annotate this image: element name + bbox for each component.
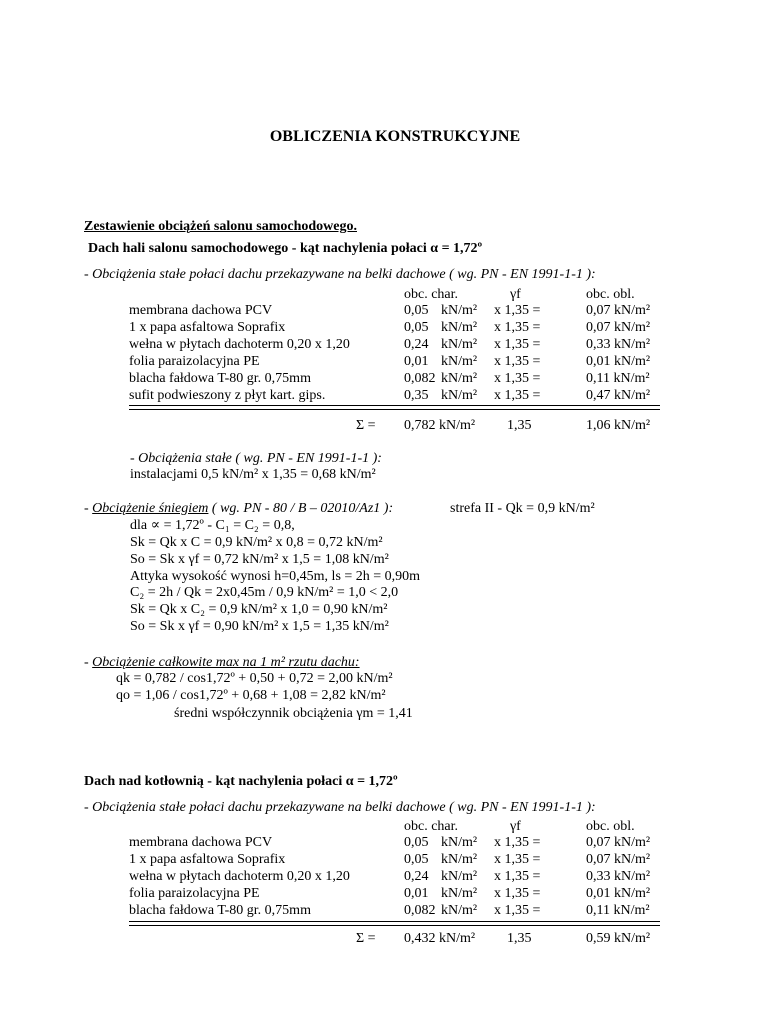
table-divider-2 [129, 921, 660, 926]
load-row-name: folia paraizolacyjna PE [129, 353, 260, 369]
load-row-mult: x 1,35 = [494, 336, 541, 352]
snow-line: dla ∝ = 1,72º - C₁ = C₂ = 0,8, [130, 518, 295, 533]
load-row-char: 0,01 [404, 353, 429, 369]
total-line-qk: qk = 0,782 / cos1,72º + 0,50 + 0,72 = 2,00 kN/m² [116, 671, 393, 686]
boiler-roof-heading [84, 774, 398, 790]
load-row-obl: 0,07 kN/m² [586, 835, 651, 850]
roof-subheading [88, 241, 482, 257]
load-row-name: sufit podwieszony z płyt kart. gips. [129, 387, 326, 403]
load-row-name: membrana dachowa PCV [129, 835, 273, 850]
load-row-name: folia paraizolacyjna PE [129, 885, 260, 901]
sum-char-2: 0,432 kN/m² [404, 931, 476, 946]
load-row-obl: 0,33 kN/m² [586, 868, 651, 884]
load-row-unit: kN/m² [441, 835, 478, 850]
sum-char: 0,782 kN/m² [404, 418, 476, 433]
load-row-unit: kN/m² [441, 902, 478, 918]
load-row-mult: x 1,35 = [494, 303, 541, 318]
load-row-char: 0,05 [404, 303, 429, 318]
total-line-qo: qo = 1,06 / cos1,72º + 0,68 + 1,08 = 2,82 kN/m² [116, 688, 386, 703]
load-row-char: 0,05 [404, 319, 429, 335]
installations-line: instalacjami 0,5 kN/m² x 1,35 = 0,68 kN/m² [130, 467, 376, 482]
load-row-unit: kN/m² [441, 868, 478, 884]
load-row-mult: x 1,35 = [494, 353, 541, 369]
load-row-unit: kN/m² [441, 370, 478, 386]
load-row-mult: x 1,35 = [494, 851, 541, 867]
sum-gamma-2: 1,35 [507, 931, 532, 946]
load-row-mult: x 1,35 = [494, 868, 541, 884]
load-row-unit: kN/m² [441, 885, 478, 901]
load-row-mult: x 1,35 = [494, 835, 541, 850]
load-row-obl: 0,07 kN/m² [586, 319, 651, 335]
load-row-obl: 0,07 kN/m² [586, 851, 651, 867]
sum-obl-2: 0,59 kN/m² [586, 931, 651, 946]
snow-zone: strefa II - Qk = 0,9 kN/m² [450, 501, 595, 516]
table-divider [129, 405, 660, 410]
load-row-char: 0,24 [404, 336, 429, 352]
load-row-unit: kN/m² [441, 303, 478, 318]
snow-line: So = Sk x γf = 0,90 kN/m² x 1,5 = 1,35 kN/m² [130, 619, 389, 634]
snow-line: Sk = Qk x C₂ = 0,9 kN/m² x 1,0 = 0,90 kN/m² [130, 602, 388, 617]
load-row-name: membrana dachowa PCV [129, 303, 273, 318]
load-row-char: 0,05 [404, 851, 429, 867]
load-row-mult: x 1,35 = [494, 885, 541, 901]
section-heading: Zestawienie obciążeń salonu samochodowego. [84, 219, 357, 234]
col-header-gamma-2: γf [510, 819, 521, 834]
snow-line: C₂ = 2h / Qk = 2x0,45m / 0,9 kN/m² = 1,0 < 2,0 [130, 585, 399, 600]
col-header-gamma: γf [510, 287, 521, 302]
snow-line: Attyka wysokość wynosi h=0,45m, ls = 2h = 0,90m [130, 569, 421, 584]
load-row-name: 1 x papa asfaltowa Soprafix [129, 319, 286, 335]
load-row-obl: 0,33 kN/m² [586, 336, 651, 352]
boiler-heading-text: Dach nad kotłownią - kąt nachylenia połaci [84, 774, 343, 789]
snow-heading [84, 501, 393, 517]
snow-line: So = Sk x γf = 0,72 kN/m² x 1,5 = 1,08 kN/m² [130, 552, 389, 567]
dead-load-intro-2: - Obciążenia stałe połaci dachu przekazywane na belki dachowe ( wg. PN - EN 1991-1-1 ): [84, 800, 596, 815]
sum-label: Σ = [356, 418, 376, 433]
load-row-char: 0,082 [404, 902, 436, 918]
total-heading [84, 655, 360, 671]
sum-label-2: Σ = [356, 931, 376, 946]
load-row-mult: x 1,35 = [494, 370, 541, 386]
load-row-name: wełna w płytach dachoterm 0,20 x 1,20 [129, 868, 350, 884]
load-row-char: 0,082 [404, 370, 436, 386]
snow-prefix: - [84, 501, 93, 516]
snow-line: Sk = Qk x C = 0,9 kN/m² x 0,8 = 0,72 kN/m² [130, 535, 383, 550]
col-header-obl: obc. obl. [586, 287, 635, 302]
load-row-name: blacha fałdowa T-80 gr. 0,75mm [129, 370, 311, 386]
load-row-char: 0,05 [404, 835, 429, 850]
load-row-name: 1 x papa asfaltowa Soprafix [129, 851, 286, 867]
boiler-angle: α = 1,72º [345, 774, 398, 789]
load-row-unit: kN/m² [441, 319, 478, 335]
load-row-obl: 0,11 kN/m² [586, 370, 650, 386]
snow-standard: ( wg. PN - 80 / B – 02010/Az1 ): [208, 501, 394, 516]
load-row-mult: x 1,35 = [494, 319, 541, 335]
document-title: OBLICZENIA KONSTRUKCYJNE [269, 128, 521, 145]
load-row-obl: 0,07 kN/m² [586, 303, 651, 318]
load-row-unit: kN/m² [441, 336, 478, 352]
sum-gamma: 1,35 [507, 418, 532, 433]
load-row-unit: kN/m² [441, 851, 478, 867]
load-row-obl: 0,01 kN/m² [586, 885, 651, 901]
dead-load2-intro: - Obciążenia stałe ( wg. PN - EN 1991-1-1 ): [130, 451, 382, 466]
load-row-unit: kN/m² [441, 353, 478, 369]
load-row-char: 0,24 [404, 868, 429, 884]
sum-obl: 1,06 kN/m² [586, 418, 651, 433]
dead-load-intro: - Obciążenia stałe połaci dachu przekazywane na belki dachowe ( wg. PN - EN 1991-1-1 ): [84, 267, 596, 282]
avg-factor-line: średni współczynnik obciążenia γm = 1,41 [174, 706, 413, 721]
load-row-obl: 0,01 kN/m² [586, 353, 651, 369]
col-header-char-2: obc. char. [404, 819, 459, 834]
load-row-unit: kN/m² [441, 387, 478, 403]
total-prefix: - [84, 655, 93, 670]
roof-subheading-text: Dach hali salonu samochodowego - kąt nachylenia połaci [88, 241, 427, 256]
load-row-name: blacha fałdowa T-80 gr. 0,75mm [129, 902, 311, 918]
load-row-mult: x 1,35 = [494, 387, 541, 403]
load-row-obl: 0,11 kN/m² [586, 902, 650, 918]
load-row-name: wełna w płytach dachoterm 0,20 x 1,20 [129, 336, 350, 352]
load-row-obl: 0,47 kN/m² [586, 387, 651, 403]
col-header-char: obc. char. [404, 287, 459, 302]
col-header-obl-2: obc. obl. [586, 819, 635, 834]
snow-title: Obciążenie śniegiem [92, 501, 209, 516]
roof-angle: α = 1,72º [430, 241, 483, 256]
load-row-char: 0,01 [404, 885, 429, 901]
load-row-char: 0,35 [404, 387, 429, 403]
load-row-mult: x 1,35 = [494, 902, 541, 918]
total-title: Obciążenie całkowite max na 1 m² rzutu dachu: [92, 655, 360, 670]
